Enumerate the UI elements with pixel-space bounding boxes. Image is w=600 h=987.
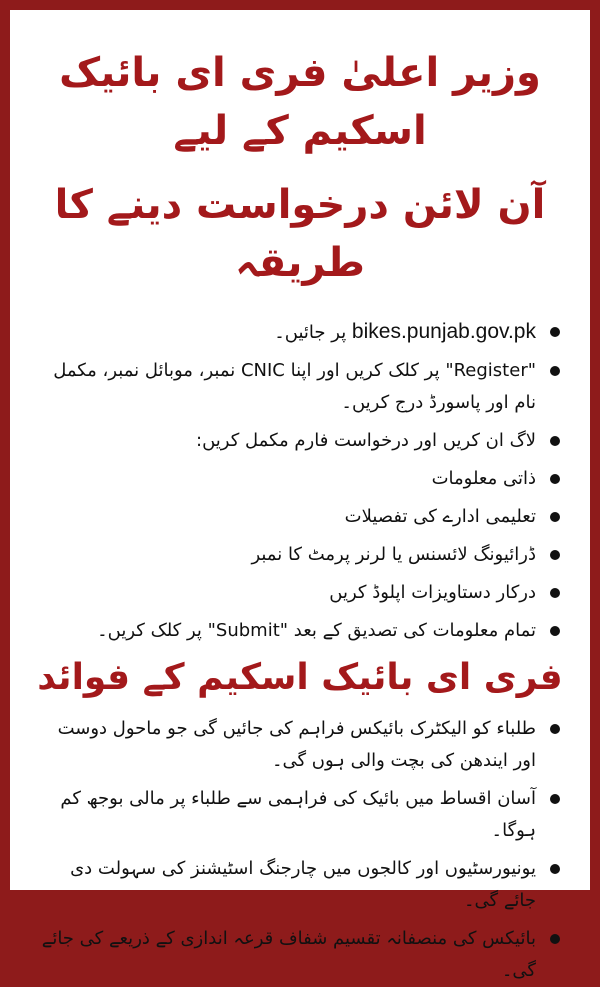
list-item: [36, 316, 564, 349]
bullet-icon: [550, 934, 560, 944]
bullet-icon: [550, 436, 560, 446]
bullet-icon: [550, 588, 560, 598]
list-item: [36, 923, 564, 987]
list-item: [36, 615, 564, 647]
poster-content: [10, 10, 590, 981]
benefit-text: آسان اقساط میں بائیک کی فراہمی سے طلباء پر مالی بوجھ کم ہوگا۔: [60, 788, 536, 841]
bullet-icon: [550, 327, 560, 337]
bullet-icon: [550, 724, 560, 734]
bullet-icon: [550, 626, 560, 636]
list-item: [36, 853, 564, 917]
step-text: ڈرائیونگ لائسنس یا لرنر پرمٹ کا نمبر: [251, 544, 536, 565]
list-item: [36, 783, 564, 847]
benefit-text: یونیورسٹیوں اور کالجوں میں چارجنگ اسٹیشنز کی سہولت دی جائے گی۔: [70, 858, 536, 911]
bullet-icon: [550, 512, 560, 522]
list-item: [36, 425, 564, 457]
benefits-title: فری ای بائیک اسکیم کے فوائد: [37, 657, 563, 698]
website-url: bikes.punjab.gov.pk: [351, 320, 536, 343]
benefits-list: [36, 713, 564, 987]
title-line-2: آن لائن درخواست دینے کا طریقہ: [54, 182, 546, 286]
bullet-icon: [550, 366, 560, 376]
step-text: "Register" پر کلک کریں اور اپنا CNIC نمبر، موبائل نمبر، مکمل نام اور پاسورڈ درج کریں۔: [53, 360, 536, 413]
list-item: [36, 713, 564, 777]
step-text: پر جائیں۔: [274, 322, 352, 343]
benefit-text: طلباء کو الیکٹرک بائیکس فراہم کی جائیں گی جو ماحول دوست اور ایندھن کی بچت والی ہوں گی۔: [57, 718, 536, 771]
step-text: ذاتی معلومات: [431, 468, 536, 489]
bullet-icon: [550, 864, 560, 874]
step-text: درکار دستاویزات اپلوڈ کریں: [329, 582, 536, 603]
step-text: تمام معلومات کی تصدیق کے بعد "Submit" پر کلک کریں۔: [97, 620, 536, 641]
step-text: تعلیمی ادارے کی تفصیلات: [344, 506, 536, 527]
bullet-icon: [550, 794, 560, 804]
bullet-icon: [550, 550, 560, 560]
list-item: [36, 539, 564, 571]
step-text: لاگ ان کریں اور درخواست فارم مکمل کریں:: [196, 430, 536, 451]
bullet-icon: [550, 474, 560, 484]
title-line-1: وزیر اعلیٰ فری ای بائیک اسکیم کے لیے: [59, 50, 541, 154]
list-item: [36, 501, 564, 533]
list-item: [36, 463, 564, 495]
benefit-text: بائیکس کی منصفانہ تقسیم شفاف قرعہ اندازی کے ذریعے کی جائے گی۔: [41, 928, 536, 981]
poster-frame: [10, 10, 590, 981]
list-item: [36, 577, 564, 609]
steps-list: [36, 316, 564, 647]
list-item: [36, 355, 564, 419]
